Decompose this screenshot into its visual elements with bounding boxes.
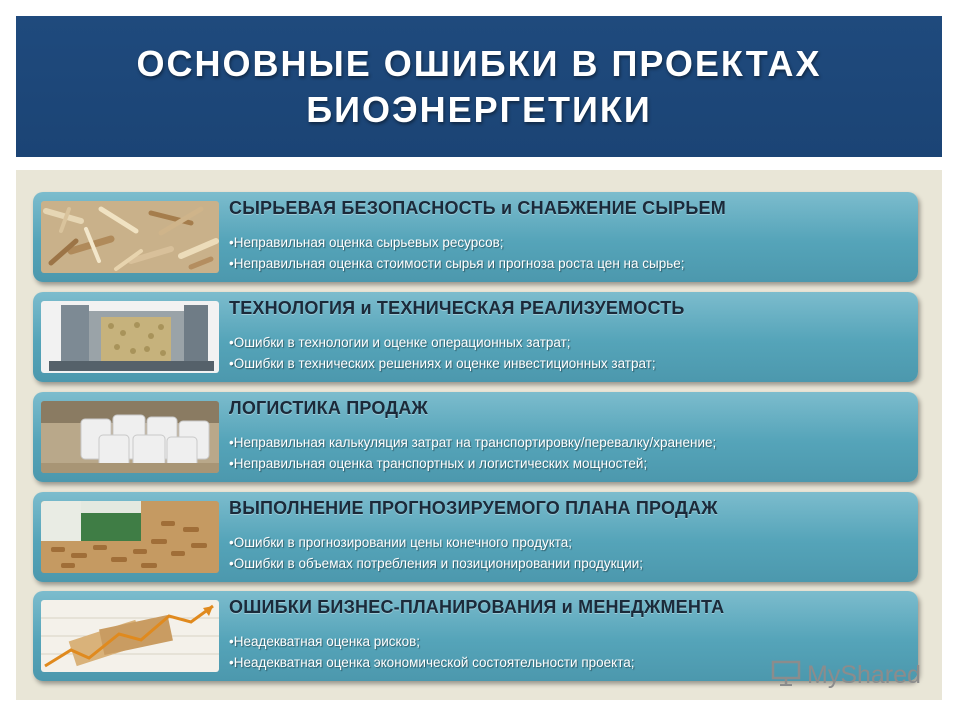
myshared-watermark xyxy=(771,660,921,691)
section-card-raw-material xyxy=(33,192,918,282)
watermark-text: MyShared xyxy=(807,661,921,689)
slide-title-line-1: ОСНОВНЫЕ ОШИБКИ В ПРОЕКТАХ xyxy=(136,42,822,84)
money-chart-photo xyxy=(41,600,219,672)
wood-chips-photo xyxy=(41,201,219,273)
section-card-sales-plan xyxy=(33,492,918,582)
slide-title-line-2: БИОЭНЕРГЕТИКИ xyxy=(306,88,652,130)
bullet-list xyxy=(229,232,685,274)
section-heading: ОШИБКИ БИЗНЕС-ПЛАНИРОВАНИЯ и МЕНЕДЖМЕНТА xyxy=(229,597,725,617)
presentation-board-icon xyxy=(771,660,801,691)
bullet-item: •Неправильная оценка транспортных и логистических мощностей; xyxy=(229,456,648,471)
bullet-list xyxy=(229,332,656,374)
bullet-list xyxy=(229,532,643,574)
bullet-item: •Ошибки в технологии и оценке операционных затрат; xyxy=(229,335,571,350)
bullet-item: •Ошибки в прогнозировании цены конечного продукта; xyxy=(229,535,573,550)
section-card-technology xyxy=(33,292,918,382)
bullet-item: •Ошибки в объемах потребления и позиционировании продукции; xyxy=(229,556,644,571)
bullet-list xyxy=(229,432,716,474)
title-band xyxy=(16,16,942,157)
bullet-item: •Неправильная оценка стоимости сырья и прогноза роста цен на сырье; xyxy=(229,256,685,271)
section-heading: СЫРЬЕВАЯ БЕЗОПАСНОСТЬ и СНАБЖЕНИЕ СЫРЬЕМ xyxy=(229,198,726,218)
bullet-list xyxy=(229,631,635,673)
pellet-press-photo xyxy=(41,301,219,373)
bullet-item: •Неадекватная оценка экономической состоятельности проекта; xyxy=(229,655,635,670)
bullet-item: •Ошибки в технических решениях и оценке инвестиционных затрат; xyxy=(229,356,656,371)
big-bags-photo xyxy=(41,401,219,473)
bullet-item: •Неправильная калькуляция затрат на транспортировку/перевалку/хранение; xyxy=(229,435,717,450)
section-heading: ТЕХНОЛОГИЯ и ТЕХНИЧЕСКАЯ РЕАЛИЗУЕМОСТЬ xyxy=(229,298,685,318)
pellets-bag-photo xyxy=(41,501,219,573)
bullet-item: •Неправильная оценка сырьевых ресурсов; xyxy=(229,235,504,250)
section-heading: ЛОГИСТИКА ПРОДАЖ xyxy=(229,398,429,418)
bullet-item: •Неадекватная оценка рисков; xyxy=(229,634,421,649)
section-heading: ВЫПОЛНЕНИЕ ПРОГНОЗИРУЕМОГО ПЛАНА ПРОДАЖ xyxy=(229,498,718,518)
section-card-logistics xyxy=(33,392,918,482)
